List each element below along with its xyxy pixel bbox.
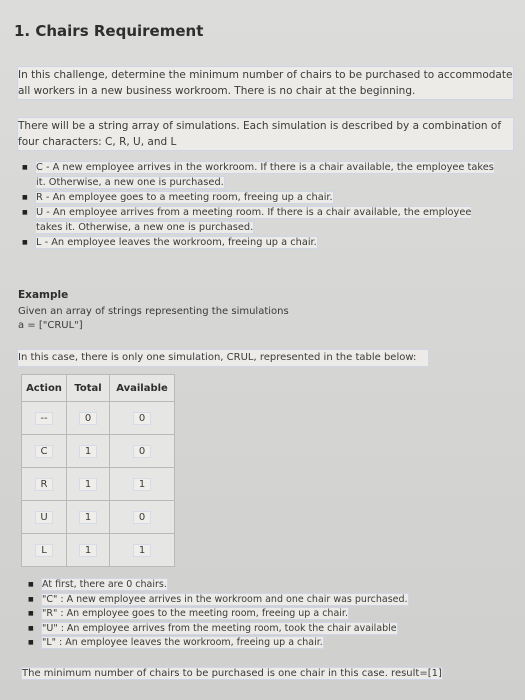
page-title: 1. Chairs Requirement — [14, 22, 204, 40]
example-heading: Example — [18, 289, 69, 301]
table-cell: 1 — [67, 501, 110, 534]
example-intro: In this case, there is only one simulation, CRUL, represented in the table below: — [18, 350, 428, 366]
table-cell: -- — [22, 402, 67, 435]
rule-u: ■ U - An employee arrives from a meeting room. If there is a chair available, the employee takes it. Otherwise, a new one is purchased. — [20, 205, 500, 235]
table-cell: 0 — [110, 501, 175, 534]
example-text — [18, 305, 289, 333]
rule-l: ■ L - An employee leaves the workroom, freeing up a chair. — [20, 235, 500, 250]
header-action: Action — [22, 375, 67, 402]
table-row — [22, 468, 175, 501]
table-cell: 1 — [67, 534, 110, 567]
simulation-table — [21, 374, 175, 567]
table-cell: 1 — [67, 435, 110, 468]
note-item: ■ At first, there are 0 chairs. — [26, 578, 506, 593]
table-cell: 1 — [67, 468, 110, 501]
table-row — [22, 534, 175, 567]
rules-list — [20, 160, 500, 250]
table-cell: 1 — [110, 468, 175, 501]
table-row — [22, 501, 175, 534]
table-cell: R — [22, 468, 67, 501]
rule-c: ■ C - A new employee arrives in the workroom. If there is a chair available, the employee takes it. Otherwise, a new one is purchased. — [20, 160, 500, 190]
simulations-description: There will be a string array of simulations. Each simulation is described by a combination of four characters: C, R, U, and L — [18, 118, 513, 150]
header-total: Total — [67, 375, 110, 402]
note-item: ■ "U" : An employee arrives from the meeting room, took the chair available — [26, 622, 506, 637]
table-cell: 0 — [110, 435, 175, 468]
example-line-2: a = ["CRUL"] — [18, 320, 83, 331]
table-row — [22, 435, 175, 468]
table-cell: U — [22, 501, 67, 534]
table-cell: L — [22, 534, 67, 567]
rule-r: ■ R - An employee goes to a meeting room, freeing up a chair. — [20, 190, 500, 205]
note-item: ■ "C" : A new employee arrives in the workroom and one chair was purchased. — [26, 593, 506, 608]
table-header-row — [22, 375, 175, 402]
result-line: The minimum number of chairs to be purchased is one chair in this case. result=[1] — [22, 668, 442, 679]
example-line-1: Given an array of strings representing the simulations — [18, 306, 289, 317]
notes-list — [26, 578, 506, 651]
header-available: Available — [110, 375, 175, 402]
table-cell: 0 — [67, 402, 110, 435]
intro-paragraph: In this challenge, determine the minimum number of chairs to be purchased to accommodate all workers in a new business workroom. There is no chair at the beginning. — [18, 69, 513, 97]
table-cell: C — [22, 435, 67, 468]
table-cell: 0 — [110, 402, 175, 435]
table-row — [22, 402, 175, 435]
note-item: ■ "L" : An employee leaves the workroom, freeing up a chair. — [26, 636, 506, 651]
note-item: ■ "R" : An employee goes to the meeting room, freeing up a chair. — [26, 607, 506, 622]
table-cell: 1 — [110, 534, 175, 567]
